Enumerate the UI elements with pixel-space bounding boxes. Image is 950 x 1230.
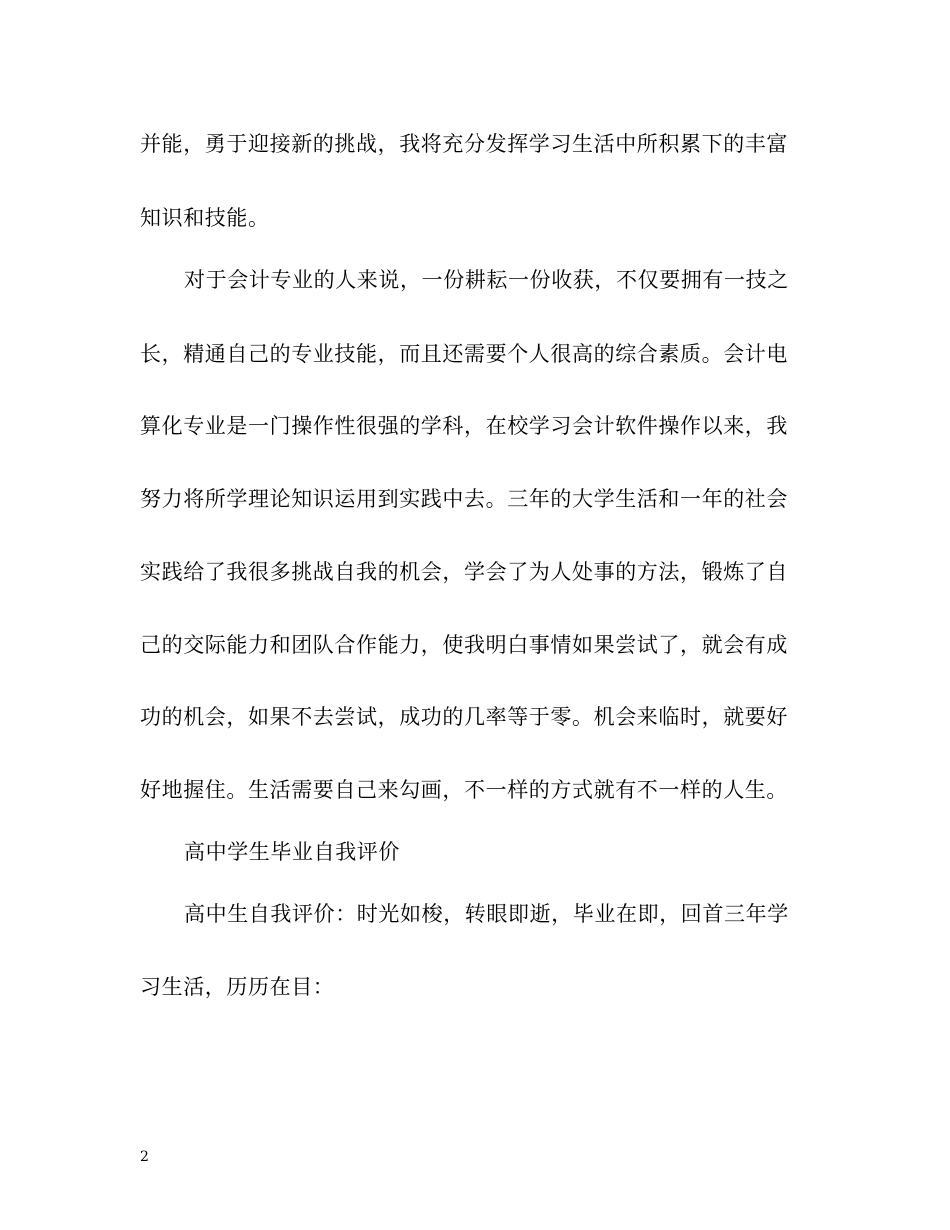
text-line-12: 高中生自我评价：时光如梭，转眼即逝，毕业在即，回首三年学 [184, 902, 789, 926]
page-number: 2 [140, 1149, 149, 1165]
section-heading: 高中学生毕业自我评价 [184, 840, 400, 864]
text-line-10: 好地握住。生活需要自己来勾画，不一样的方式就有不一样的人生。 [140, 778, 788, 802]
text-line-6: 努力将所学理论知识运用到实践中去。三年的大学生活和一年的社会 [140, 487, 788, 511]
text-line-8: 己的交际能力和团队合作能力，使我明白事情如果尝试了，就会有成 [140, 633, 788, 657]
text-line-9: 功的机会，如果不去尝试，成功的几率等于零。机会来临时，就要好 [140, 705, 788, 729]
text-line-5: 算化专业是一门操作性很强的学科，在校学习会计软件操作以来，我 [140, 414, 788, 438]
text-line-13: 习生活，历历在目： [140, 975, 335, 999]
text-line-7: 实践给了我很多挑战自我的机会，学会了为人处事的方法，锻炼了自 [140, 560, 788, 584]
text-line-3: 对于会计专业的人来说，一份耕耘一份收获，不仅要拥有一技之 [184, 268, 789, 292]
text-line-2: 知识和技能。 [140, 206, 270, 230]
text-line-1: 并能，勇于迎接新的挑战，我将充分发挥学习生活中所积累下的丰富 [140, 132, 788, 156]
text-line-4: 长，精通自己的专业技能，而且还需要个人很高的综合素质。会计电 [140, 342, 788, 366]
